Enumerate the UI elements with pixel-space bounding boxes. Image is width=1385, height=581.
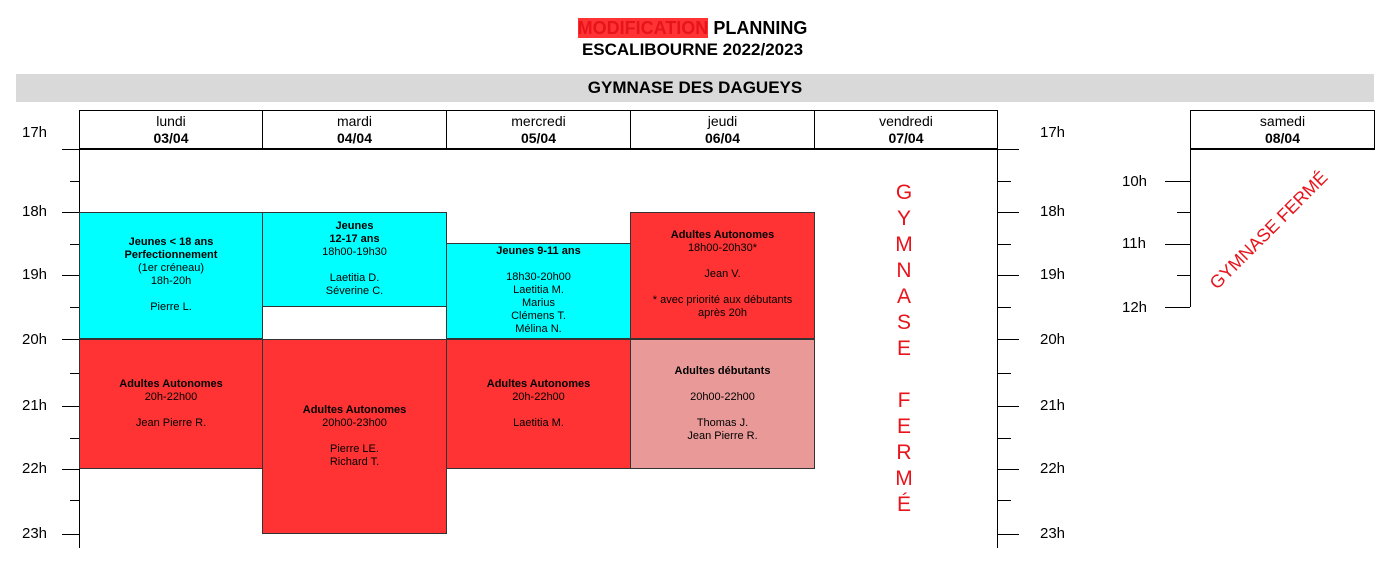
day-header-vendredi	[814, 110, 998, 150]
hour-tick	[62, 469, 79, 470]
hour-tick	[62, 534, 79, 535]
hour-tick	[62, 406, 79, 407]
half-hour-tick	[70, 500, 79, 501]
session-title: Adultes débutants	[674, 365, 771, 377]
session-lundi-jeunes	[79, 212, 263, 339]
day-header-jeudi	[630, 110, 815, 150]
half-hour-tick	[997, 244, 1011, 245]
half-hour-tick	[1177, 212, 1190, 213]
day-header-mardi	[262, 110, 447, 150]
closed-letter: S	[896, 311, 911, 334]
session-coach: Pierre LE.	[330, 443, 379, 455]
hour-label: 23h	[1040, 525, 1066, 542]
closed-letter: Y	[896, 207, 911, 230]
closed-letter: N	[896, 259, 912, 282]
session-title: Adultes Autonomes	[486, 378, 591, 390]
session-coach: Pierre L.	[150, 301, 192, 313]
day-date: 08/04	[1264, 130, 1301, 146]
closed-letter: F	[897, 389, 911, 412]
session-note: (1er créneau)	[137, 262, 205, 274]
hour-tick	[997, 406, 1019, 407]
session-mardi-jeunes	[262, 212, 447, 307]
session-title: Adultes Autonomes	[670, 229, 775, 241]
half-hour-tick	[997, 307, 1011, 308]
session-note: après 20h	[698, 307, 747, 319]
session-coach: Laetitia M.	[513, 284, 564, 296]
tick	[62, 149, 79, 150]
hour-tick	[62, 339, 79, 340]
half-hour-tick	[997, 181, 1011, 182]
tick	[997, 149, 1019, 150]
hour-label: 21h	[1040, 397, 1066, 414]
session-lundi-adultes	[79, 339, 263, 469]
day-name: mercredi	[511, 113, 566, 129]
session-time: 18h30-20h00	[506, 271, 571, 283]
half-hour-tick	[997, 438, 1011, 439]
samedi-closed-text: GYMNASE FERMÉ	[1205, 167, 1332, 294]
hour-label: 19h	[22, 266, 48, 283]
day-date: 06/04	[704, 130, 741, 146]
session-jeudi-debutants	[630, 339, 815, 469]
day-name: lundi	[156, 113, 186, 129]
page-title	[0, 18, 1385, 39]
hour-label: 12h	[1122, 299, 1148, 316]
session-coach: Jean Pierre R.	[687, 430, 758, 442]
session-coach: Jean Pierre R.	[135, 417, 207, 429]
hour-label: 10h	[1122, 173, 1148, 190]
title-modification: MODIFICATION	[577, 18, 709, 38]
hour-label: 11h	[1122, 235, 1146, 252]
session-time: 20h-22h00	[144, 391, 198, 403]
hour-label: 18h	[1040, 203, 1066, 220]
session-coach: Mélina N.	[515, 323, 562, 335]
session-title: Jeunes 9-11 ans	[496, 245, 581, 257]
half-hour-tick	[70, 438, 79, 439]
session-title: 12-17 ans	[329, 233, 380, 245]
hour-tick	[1165, 244, 1190, 245]
hour-tick	[62, 275, 79, 276]
session-title: Adultes Autonomes	[119, 378, 223, 390]
half-hour-tick	[70, 181, 79, 182]
title-planning: PLANNING	[713, 18, 808, 38]
hour-tick	[997, 212, 1019, 213]
hour-tick	[1165, 307, 1190, 308]
hour-label: 17h	[1040, 124, 1066, 141]
half-hour-tick	[70, 373, 79, 374]
session-time: 18h00-20h30*	[687, 242, 758, 254]
session-title: Jeunes < 18 ans	[128, 236, 214, 248]
day-header-samedi	[1190, 110, 1375, 150]
day-date: 07/04	[888, 130, 924, 146]
session-coach: Richard T.	[329, 456, 380, 468]
session-coach: Thomas J.	[696, 417, 749, 429]
session-title: Jeunes	[335, 220, 374, 232]
right-axis	[997, 110, 998, 548]
session-coach: Séverine C.	[325, 285, 384, 297]
session-mardi-adultes	[262, 339, 447, 534]
day-name: jeudi	[707, 113, 738, 129]
session-coach: Laetitia D.	[329, 272, 380, 284]
venue-banner: GYMNASE DES DAGUEYS	[16, 74, 1374, 102]
hour-label: 21h	[22, 397, 48, 414]
session-title: Adultes Autonomes	[302, 404, 407, 416]
closed-letter: M	[895, 467, 913, 490]
closed-letter: R	[896, 441, 912, 464]
session-note: * avec priorité aux débutants	[652, 294, 793, 306]
day-header-mercredi	[446, 110, 631, 150]
session-time: 20h00-22h00	[690, 391, 755, 403]
hour-tick	[1165, 181, 1190, 182]
half-hour-tick	[997, 373, 1011, 374]
day-date: 05/04	[520, 130, 557, 146]
session-coach: Marius	[521, 297, 555, 309]
half-hour-tick	[70, 307, 79, 308]
closed-letter-gap	[889, 362, 919, 388]
closed-letter: A	[896, 285, 911, 308]
hour-label: 23h	[22, 525, 48, 542]
day-name: vendredi	[879, 113, 933, 129]
half-hour-tick	[1177, 275, 1190, 276]
day-name: samedi	[1259, 113, 1306, 129]
session-title: Perfectionnement	[124, 249, 218, 261]
session-mercredi-adultes	[446, 339, 631, 469]
session-coach: Laetitia M.	[513, 417, 564, 429]
vendredi-closed-text	[889, 180, 919, 518]
day-date: 04/04	[336, 130, 373, 146]
closed-letter: E	[896, 337, 911, 360]
hour-label: 20h	[22, 331, 48, 348]
samedi-axis	[1190, 110, 1191, 307]
hour-tick	[62, 212, 79, 213]
half-hour-tick	[70, 244, 79, 245]
half-hour-tick	[997, 500, 1011, 501]
closed-letter: G	[895, 181, 913, 204]
hour-tick	[997, 339, 1019, 340]
session-coach: Jean V.	[704, 268, 741, 280]
session-time: 20h-22h00	[512, 391, 565, 403]
day-name: mardi	[336, 113, 372, 129]
hour-label: 22h	[22, 460, 48, 477]
hour-tick	[997, 469, 1019, 470]
session-mercredi-jeunes	[446, 243, 631, 339]
hour-tick	[997, 275, 1019, 276]
day-date: 03/04	[153, 130, 189, 146]
session-time: 18h-20h	[150, 275, 192, 287]
session-time: 18h00-19h30	[322, 246, 387, 258]
session-coach: Clémens T.	[511, 310, 566, 322]
hour-label: 20h	[1040, 331, 1066, 348]
hour-label: 19h	[1040, 266, 1066, 283]
hour-tick	[997, 534, 1019, 535]
page-subtitle: ESCALIBOURNE 2022/2023	[581, 40, 804, 59]
session-time: 20h00-23h00	[322, 417, 387, 429]
session-jeudi-adultes	[630, 212, 815, 339]
closed-letter: É	[896, 493, 911, 516]
hour-label: 18h	[22, 203, 48, 220]
closed-letter: E	[896, 415, 911, 438]
closed-letter: M	[895, 233, 913, 256]
day-header-lundi	[79, 110, 263, 150]
hour-label: 22h	[1040, 460, 1066, 477]
hour-label: 17h	[22, 124, 48, 141]
